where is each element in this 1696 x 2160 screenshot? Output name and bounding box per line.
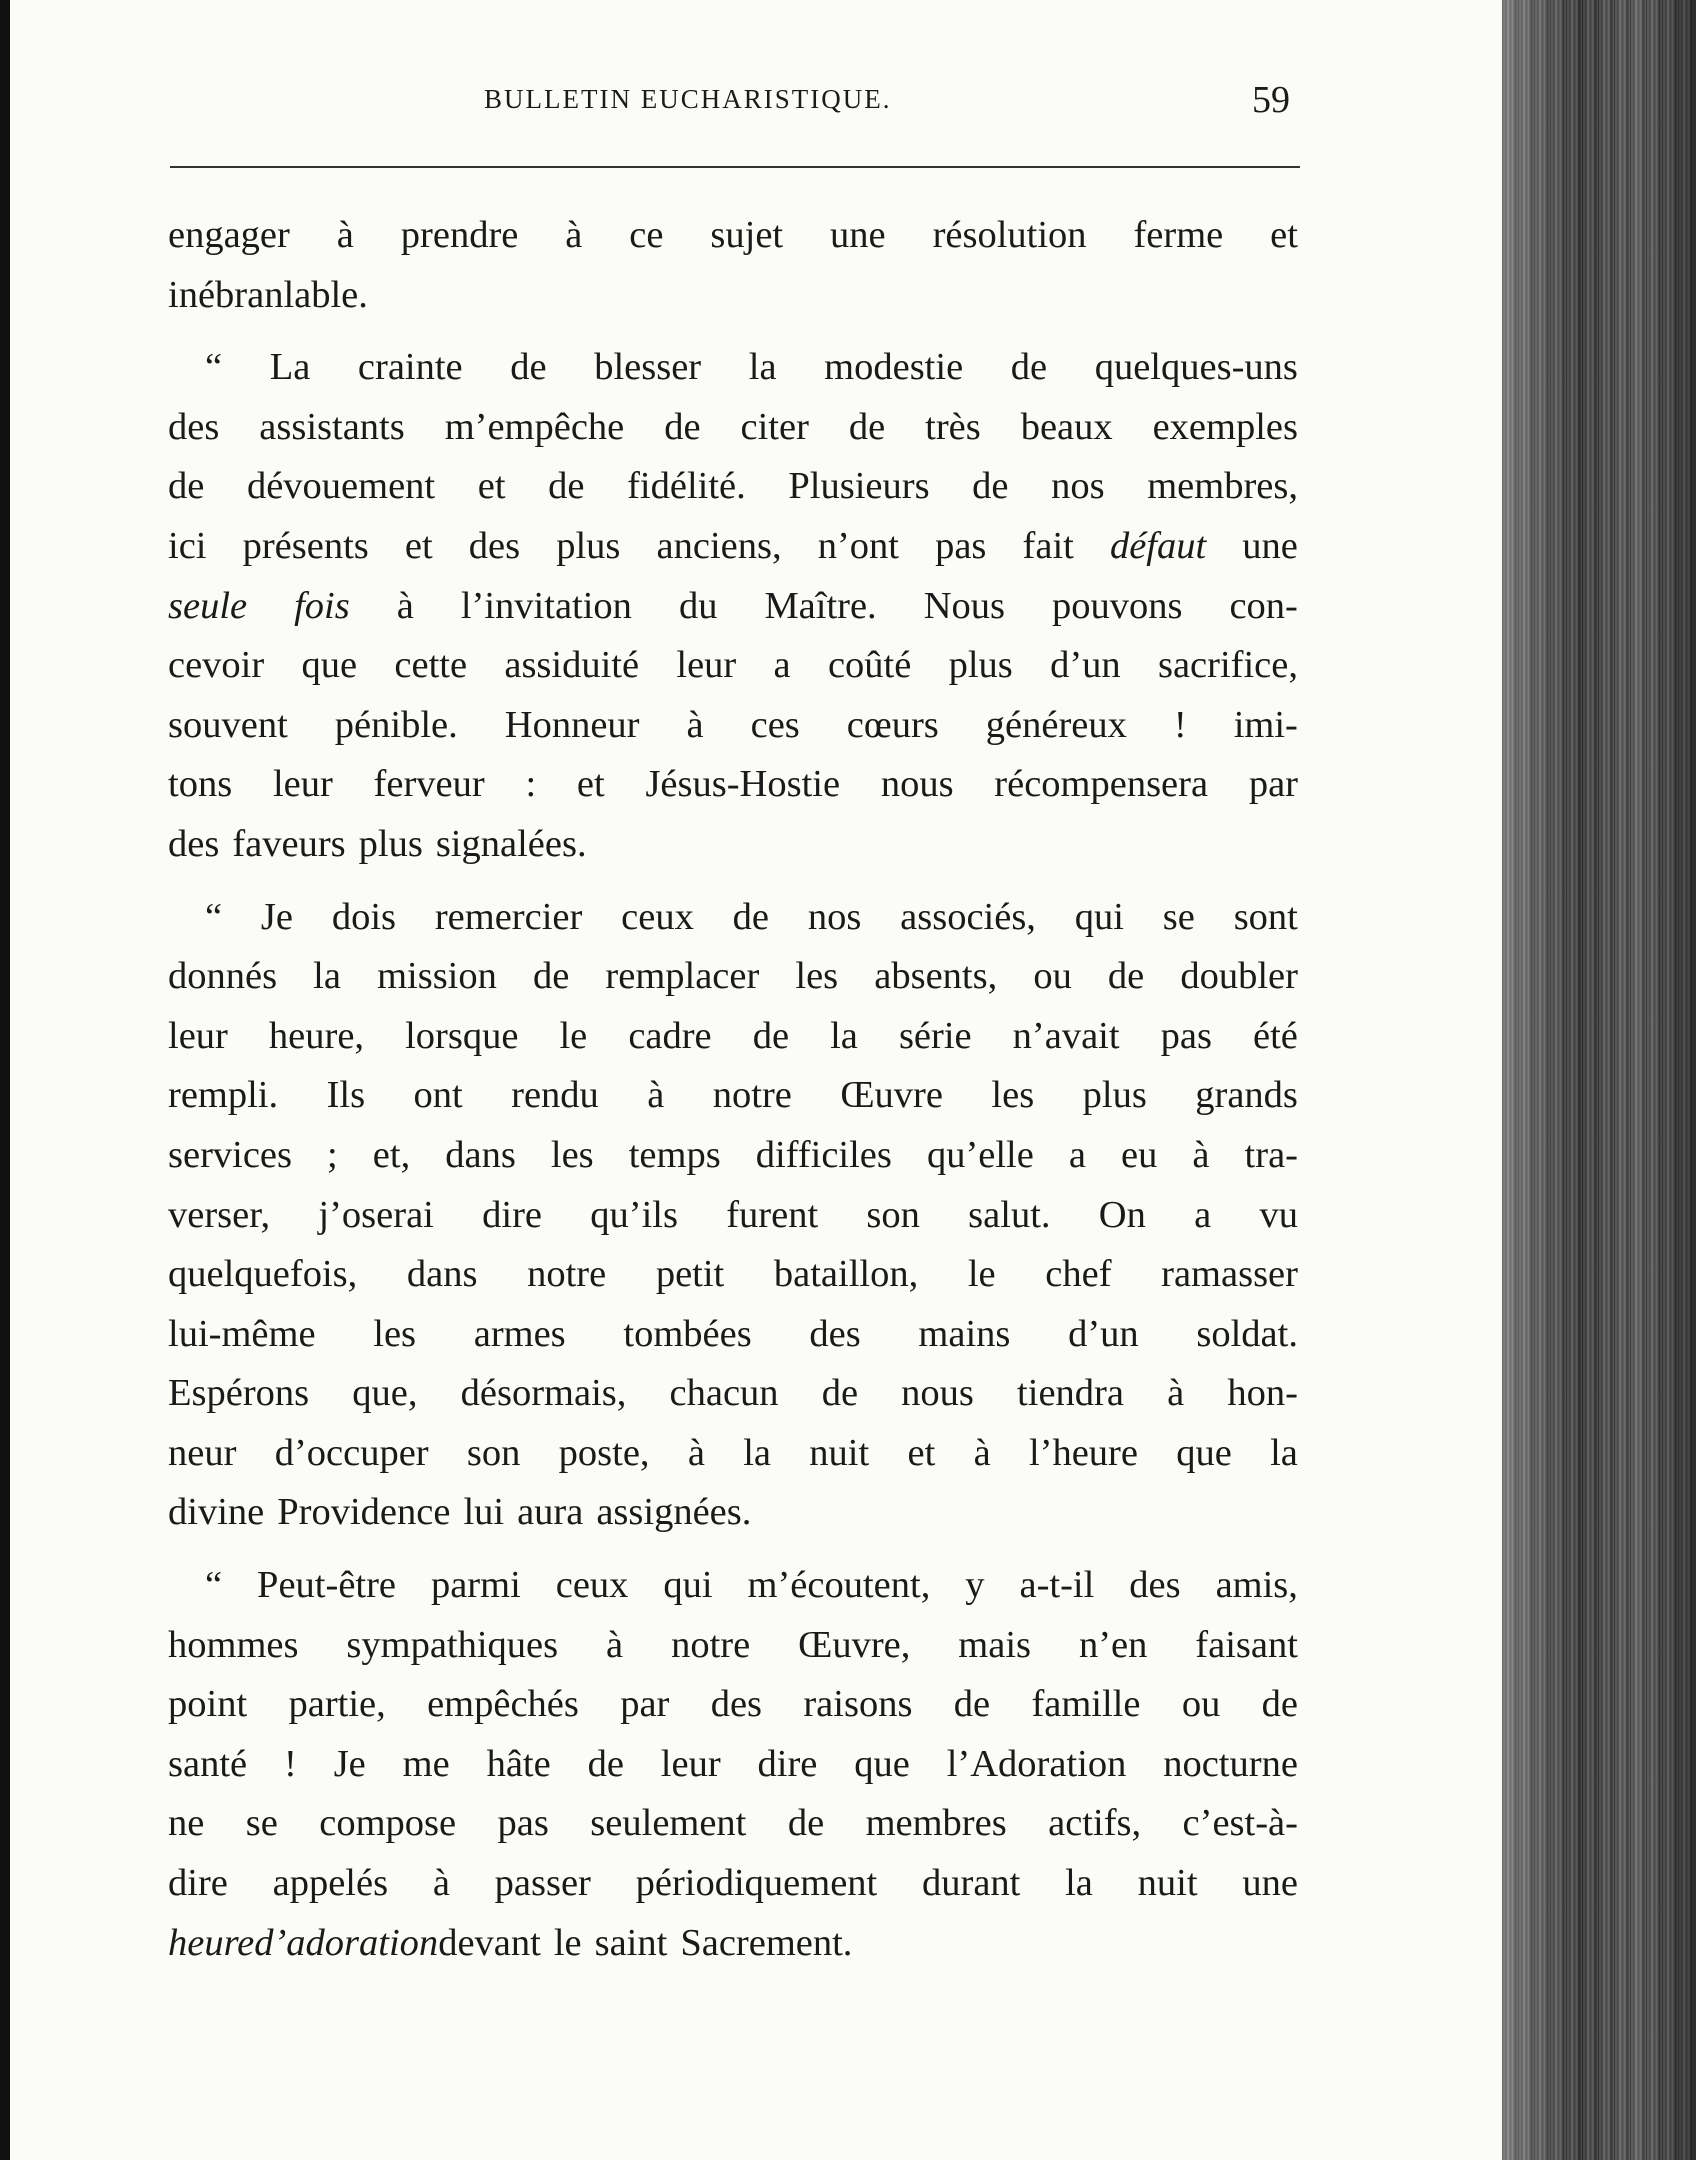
- word: remercier: [434, 895, 583, 938]
- word: de: [510, 346, 547, 389]
- word: résolution: [932, 214, 1087, 256]
- text-line: [168, 1914, 1298, 1974]
- word: anciens,: [656, 524, 782, 567]
- word: a: [1194, 1193, 1212, 1236]
- word: donnés: [168, 955, 278, 998]
- word: Espérons: [168, 1372, 310, 1415]
- word: à: [687, 1431, 705, 1474]
- word: qui: [663, 1564, 713, 1607]
- word: qu’ils: [590, 1193, 678, 1236]
- word: le: [559, 1014, 588, 1057]
- word: mission: [377, 955, 497, 998]
- word: l’Adoration: [946, 1742, 1127, 1785]
- word: appelés: [272, 1862, 389, 1905]
- word: ne: [168, 1802, 205, 1845]
- word: c’est-à-: [1182, 1802, 1298, 1845]
- word: imi-: [1233, 703, 1298, 746]
- word: engager: [168, 214, 290, 256]
- word: Plusieurs: [788, 465, 930, 508]
- word: d’adoration: [254, 1921, 439, 1964]
- word: d’un: [1050, 644, 1121, 687]
- word: à: [565, 214, 583, 256]
- word: hommes: [168, 1623, 299, 1666]
- word: par: [1248, 763, 1298, 806]
- word: heure,: [268, 1014, 365, 1057]
- word: souvent: [168, 703, 288, 746]
- word: modestie: [824, 346, 964, 389]
- word: hon-: [1227, 1372, 1298, 1415]
- word: nos: [807, 895, 862, 938]
- text-line: [168, 1066, 1298, 1126]
- word: lui: [463, 1491, 505, 1534]
- word: et: [477, 465, 506, 508]
- text-line: [168, 338, 1298, 398]
- binding-edge: [0, 0, 10, 2160]
- word: d’occuper: [274, 1431, 429, 1474]
- header-rule: [170, 166, 1300, 168]
- word: Œuvre,: [798, 1623, 911, 1666]
- word: nous: [901, 1372, 974, 1415]
- word: Je: [260, 895, 293, 938]
- word: assistants: [259, 405, 405, 448]
- word: dire: [757, 1742, 818, 1785]
- text-line: [168, 206, 1298, 266]
- word: sujet: [710, 214, 784, 256]
- word: Sacrement.: [680, 1921, 853, 1964]
- word: de: [848, 405, 886, 448]
- word: leur: [168, 1014, 228, 1057]
- word: sacrifice,: [1157, 644, 1298, 687]
- word: assignées.: [596, 1491, 752, 1534]
- word: passer: [494, 1862, 591, 1905]
- word: cette: [394, 644, 468, 687]
- word: furent: [726, 1193, 819, 1236]
- word: récompensera: [994, 763, 1209, 806]
- text-line: [168, 888, 1298, 948]
- word: a: [1068, 1133, 1086, 1176]
- word: ce: [629, 214, 664, 256]
- word: des: [468, 524, 521, 567]
- word: ont: [413, 1074, 463, 1117]
- word: membres: [865, 1802, 1007, 1845]
- word: à: [396, 584, 414, 627]
- word: salut.: [968, 1193, 1051, 1236]
- text-line: [168, 1735, 1298, 1795]
- word: n’ont: [817, 524, 899, 567]
- word: santé: [168, 1742, 248, 1785]
- word: de: [664, 405, 701, 448]
- word: désormais,: [460, 1372, 627, 1415]
- word: des: [710, 1683, 763, 1726]
- word: Maître.: [764, 584, 877, 627]
- text-line: [168, 398, 1298, 458]
- word: notre: [527, 1253, 607, 1296]
- text-line: [168, 1126, 1298, 1186]
- word: nous: [880, 763, 954, 806]
- word: fidélité.: [627, 465, 746, 508]
- text-line: [168, 636, 1298, 696]
- body-text: [168, 206, 1298, 1973]
- word: famille: [1031, 1683, 1141, 1726]
- word: tons: [168, 763, 233, 806]
- text-line: [168, 1483, 1298, 1543]
- word: !: [283, 1742, 297, 1785]
- text-line: [168, 815, 1298, 875]
- text-line: [168, 1556, 1298, 1616]
- word: de: [953, 1683, 991, 1726]
- word: leur: [272, 763, 333, 806]
- word: remplacer: [605, 955, 760, 998]
- word: à: [647, 1074, 665, 1117]
- word: y: [965, 1564, 985, 1607]
- running-head: [10, 78, 1502, 128]
- word: me: [402, 1742, 450, 1785]
- text-line: [168, 1616, 1298, 1676]
- word: de: [587, 1742, 624, 1785]
- text-line: [168, 1675, 1298, 1735]
- word: à: [1167, 1372, 1185, 1415]
- text-line: [168, 517, 1298, 577]
- word: par: [620, 1683, 670, 1726]
- page-stack-edge: [1502, 0, 1696, 2160]
- word: services: [168, 1133, 292, 1176]
- word: les: [991, 1074, 1035, 1117]
- word: lui-même: [168, 1312, 316, 1355]
- word: qu’elle: [926, 1133, 1034, 1176]
- word: mains: [918, 1312, 1011, 1355]
- word: dans: [445, 1133, 516, 1176]
- word: sympathiques: [346, 1623, 559, 1666]
- word: nuit: [809, 1431, 870, 1474]
- word: :: [525, 763, 537, 806]
- word: a-t-il: [1019, 1564, 1095, 1607]
- word: crainte: [357, 346, 463, 389]
- text-line: [168, 1364, 1298, 1424]
- word: périodiquement: [635, 1862, 878, 1905]
- word: ferveur: [373, 763, 485, 806]
- word: cevoir: [168, 644, 265, 687]
- word: à: [606, 1623, 624, 1666]
- page-number: 59: [1252, 79, 1290, 121]
- word: leur: [676, 644, 737, 687]
- word: ;: [327, 1133, 338, 1176]
- word: poste,: [558, 1431, 650, 1474]
- word: vu: [1259, 1193, 1298, 1236]
- text-line: [168, 577, 1298, 637]
- word: actifs,: [1048, 1802, 1142, 1845]
- word: hâte: [486, 1742, 551, 1785]
- text-line: [168, 755, 1298, 815]
- word: sont: [1233, 895, 1298, 938]
- word: généreux: [985, 703, 1127, 746]
- word: armes: [473, 1312, 566, 1355]
- word: fois: [294, 584, 350, 627]
- word: plus: [1082, 1074, 1147, 1117]
- word: ceux: [555, 1564, 629, 1607]
- word: seulement: [590, 1802, 747, 1845]
- text-line: [168, 696, 1298, 756]
- word: prendre: [400, 214, 519, 256]
- word: associés,: [900, 895, 1036, 938]
- word: coûté: [827, 644, 912, 687]
- word: faisant: [1195, 1623, 1298, 1666]
- text-line: [168, 266, 1298, 326]
- word: que,: [352, 1372, 418, 1415]
- word: de: [548, 465, 585, 508]
- word: la: [830, 1014, 858, 1057]
- word: n’avait: [1012, 1014, 1120, 1057]
- word: à: [973, 1431, 991, 1474]
- word: la: [743, 1431, 772, 1474]
- word: bataillon,: [773, 1253, 919, 1296]
- word: chef: [1045, 1253, 1112, 1296]
- word: assiduité: [504, 644, 640, 687]
- word: La: [269, 346, 311, 389]
- word: Honneur: [504, 703, 640, 746]
- word: dévouement: [246, 465, 436, 508]
- word: à: [336, 214, 354, 256]
- word: Providence: [277, 1491, 451, 1534]
- word: heure: [168, 1921, 255, 1964]
- word: Peut-être: [257, 1564, 397, 1607]
- word: que: [1176, 1431, 1232, 1474]
- word: de: [752, 1014, 790, 1057]
- word: nocturne: [1163, 1742, 1298, 1785]
- word: cadre: [628, 1014, 712, 1057]
- word: des: [1129, 1564, 1181, 1607]
- word: aura: [517, 1491, 584, 1534]
- word: et: [1270, 214, 1298, 256]
- word: “: [205, 895, 223, 938]
- word: le: [553, 1921, 582, 1964]
- word: divine: [168, 1491, 265, 1534]
- word: dire: [168, 1862, 228, 1905]
- word: exemples: [1152, 405, 1298, 448]
- word: les: [795, 955, 839, 998]
- text-line: [168, 1854, 1298, 1914]
- word: ceux: [621, 895, 694, 938]
- word: nos: [1051, 465, 1105, 508]
- word: soldat.: [1196, 1312, 1298, 1355]
- word: que: [301, 644, 358, 687]
- text-line: [168, 1245, 1298, 1305]
- word: son: [866, 1193, 920, 1236]
- word: de: [1107, 955, 1145, 998]
- word: l’invitation: [460, 584, 632, 627]
- word: ramasser: [1161, 1253, 1298, 1296]
- word: nuit: [1137, 1862, 1198, 1905]
- text-line: [168, 457, 1298, 517]
- word: dire: [482, 1193, 542, 1236]
- word: parmi: [430, 1564, 521, 1607]
- word: série: [898, 1014, 972, 1057]
- word: Ils: [326, 1074, 366, 1117]
- word: une: [1242, 1862, 1298, 1905]
- word: quelquefois,: [168, 1253, 358, 1296]
- word: et: [907, 1431, 936, 1474]
- word: notre: [712, 1074, 792, 1117]
- word: Je: [333, 1742, 366, 1785]
- word: plus: [948, 644, 1013, 687]
- word: compose: [319, 1802, 457, 1845]
- word: !: [1173, 703, 1187, 746]
- word: d’un: [1068, 1312, 1139, 1355]
- word: la: [1270, 1431, 1298, 1474]
- text-line: [168, 1794, 1298, 1854]
- word: très: [925, 405, 981, 448]
- word: une: [1242, 524, 1298, 567]
- word: temps: [628, 1133, 721, 1176]
- word: empêchés: [427, 1683, 579, 1726]
- word: “: [205, 1564, 223, 1607]
- text-line: [168, 947, 1298, 1007]
- word: lorsque: [405, 1014, 519, 1057]
- word: et: [576, 763, 605, 806]
- word: des: [168, 405, 220, 448]
- word: ces: [750, 703, 800, 746]
- word: a: [773, 644, 791, 687]
- word: tra-: [1244, 1133, 1298, 1176]
- word: une: [830, 214, 886, 256]
- word: Jésus-Hostie: [645, 763, 841, 806]
- word: notre: [671, 1623, 751, 1666]
- word: de: [972, 465, 1009, 508]
- word: eu: [1121, 1133, 1158, 1176]
- word: la: [748, 346, 777, 389]
- word: que: [854, 1742, 910, 1785]
- word: j’oserai: [318, 1193, 434, 1236]
- word: raisons: [803, 1683, 913, 1726]
- word: Nous: [923, 584, 1005, 627]
- word: se: [1162, 895, 1195, 938]
- word: à: [686, 703, 704, 746]
- word: partie,: [288, 1683, 386, 1726]
- word: amis,: [1215, 1564, 1298, 1607]
- word: le: [967, 1253, 996, 1296]
- word: devant: [438, 1921, 541, 1964]
- word: à: [432, 1862, 450, 1905]
- running-title: BULLETIN EUCHARISTIQUE.: [484, 84, 892, 114]
- word: grands: [1195, 1074, 1298, 1117]
- word: été: [1252, 1014, 1298, 1057]
- word: présents: [242, 524, 369, 567]
- text-line: [168, 1305, 1298, 1365]
- word: qui: [1074, 895, 1124, 938]
- word: se: [245, 1802, 278, 1845]
- word: blesser: [594, 346, 702, 389]
- word: rendu: [511, 1074, 599, 1117]
- word: rempli.: [168, 1074, 279, 1117]
- word: difficiles: [755, 1133, 892, 1176]
- word: de: [732, 895, 769, 938]
- word: les: [550, 1133, 594, 1176]
- word: “: [205, 346, 223, 389]
- text-line: [168, 1007, 1298, 1067]
- word: de: [787, 1802, 825, 1845]
- word: et,: [372, 1133, 411, 1176]
- word: mais: [958, 1623, 1032, 1666]
- word: petit: [655, 1253, 725, 1296]
- word: m’écoutent,: [747, 1564, 931, 1607]
- word: plus: [358, 822, 423, 865]
- word: tombées: [623, 1312, 752, 1355]
- word: défaut: [1109, 524, 1207, 567]
- word: citer: [740, 405, 809, 448]
- word: durant: [922, 1862, 1021, 1905]
- text-line: [168, 1424, 1298, 1484]
- word: seule: [168, 584, 248, 627]
- word: la: [313, 955, 341, 998]
- word: On: [1098, 1193, 1146, 1236]
- word: pas: [1160, 1014, 1212, 1057]
- word: pas: [497, 1802, 549, 1845]
- word: faveurs: [232, 822, 346, 865]
- word: pouvons: [1051, 584, 1183, 627]
- word: tiendra: [1017, 1372, 1124, 1415]
- word: ou: [1181, 1683, 1221, 1726]
- word: de: [1261, 1683, 1298, 1726]
- word: verser,: [168, 1193, 271, 1236]
- word: de: [532, 955, 570, 998]
- word: point: [168, 1683, 248, 1726]
- word: chacun: [669, 1372, 779, 1415]
- word: absents,: [874, 955, 998, 998]
- word: dans: [406, 1253, 478, 1296]
- word: plus: [556, 524, 621, 567]
- word: des: [809, 1312, 861, 1355]
- text-line: [168, 1186, 1298, 1246]
- word: pas: [935, 524, 987, 567]
- word: de: [168, 465, 205, 508]
- word: du: [678, 584, 718, 627]
- word: quelques-uns: [1094, 346, 1298, 389]
- word: les: [373, 1312, 417, 1355]
- word: con-: [1229, 584, 1298, 627]
- word: des: [168, 822, 220, 865]
- word: la: [1065, 1862, 1093, 1905]
- word: l’heure: [1028, 1431, 1138, 1474]
- word: ou: [1033, 955, 1072, 998]
- word: dois: [331, 895, 397, 938]
- word: leur: [660, 1742, 721, 1785]
- word: ici: [168, 524, 207, 567]
- word: beaux: [1020, 405, 1113, 448]
- word: pénible.: [334, 703, 458, 746]
- word: doubler: [1180, 955, 1298, 998]
- word: de: [1010, 346, 1048, 389]
- word: de: [821, 1372, 859, 1415]
- word: membres,: [1147, 465, 1298, 508]
- word: fait: [1022, 524, 1074, 567]
- word: m’empêche: [444, 405, 625, 448]
- word: n’en: [1078, 1623, 1148, 1666]
- word: ferme: [1133, 214, 1224, 256]
- word: Œuvre: [840, 1074, 943, 1117]
- word: neur: [168, 1431, 237, 1474]
- word: signalées.: [435, 822, 587, 865]
- word: cœurs: [846, 703, 939, 746]
- word: son: [466, 1431, 521, 1474]
- word: inébranlable.: [168, 273, 368, 316]
- word: et: [404, 524, 433, 567]
- word: saint: [594, 1921, 668, 1964]
- word: à: [1192, 1133, 1210, 1176]
